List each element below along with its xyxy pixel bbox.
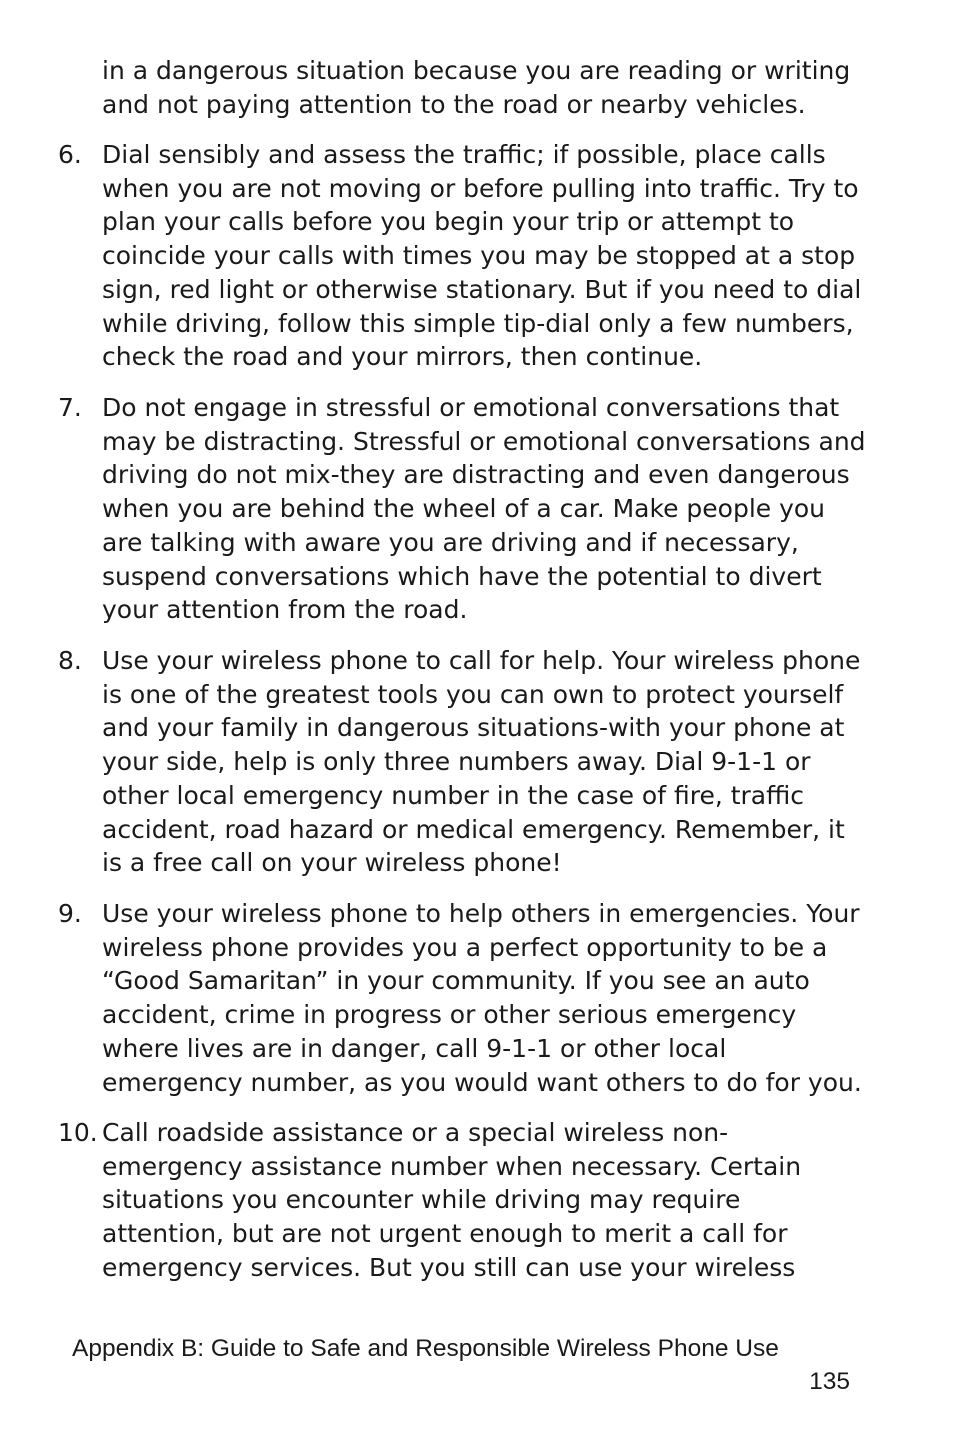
text-line: accident, road hazard or medical emergency. Remember, it xyxy=(102,814,845,844)
text-line: and not paying attention to the road or nearby vehicles. xyxy=(102,89,806,119)
text-line: where lives are in danger, call 9-1-1 or other local xyxy=(102,1033,727,1063)
item-number: 10. xyxy=(58,1118,98,1147)
text-line: emergency number, as you would want others to do for you. xyxy=(102,1067,862,1097)
item-number: 7. xyxy=(58,393,82,422)
text-line: your side, help is only three numbers away. Dial 9-1-1 or xyxy=(102,747,811,777)
text-line: accident, crime in progress or other serious emergency xyxy=(102,1000,797,1030)
item-number: 6. xyxy=(58,140,82,169)
text-line: other local emergency number in the case of fire, traffic xyxy=(102,780,805,810)
text-line: check the road and your mirrors, then continue. xyxy=(102,342,703,372)
text-line: may be distracting. Stressful or emotional conversations and xyxy=(102,426,866,456)
text-line: while driving, follow this simple tip-dial only a few numbers, xyxy=(102,308,854,338)
page-footer xyxy=(72,1332,850,1398)
text-line: Do not engage in stressful or emotional conversations that xyxy=(102,393,840,422)
text-line: is a free call on your wireless phone! xyxy=(102,848,562,878)
text-line: wireless phone provides you a perfect opportunity to be a xyxy=(102,932,828,962)
page-number: 135 xyxy=(809,1368,850,1395)
text-line: driving do not mix-they are distracting and even dangerous xyxy=(102,460,850,490)
text-line: plan your calls before you begin your trip or attempt to xyxy=(102,207,795,237)
continuation-paragraph xyxy=(102,54,892,121)
text-line: in a dangerous situation because you are reading or writing xyxy=(102,56,851,85)
text-line: Use your wireless phone to call for help. Your wireless phone xyxy=(102,646,861,675)
text-line: your attention from the road. xyxy=(102,595,468,625)
text-line: Use your wireless phone to help others in emergencies. Your xyxy=(102,899,860,928)
footer-section-title: Appendix B: Guide to Safe and Responsible Wireless Phone Use xyxy=(72,1335,779,1362)
text-line: are talking with aware you are driving and if necessary, xyxy=(102,527,799,557)
item-text xyxy=(102,897,892,1099)
text-line: and your family in dangerous situations-with your phone at xyxy=(102,713,845,743)
text-line: when you are behind the wheel of a car. Make people you xyxy=(102,494,826,524)
text-line: Dial sensibly and assess the traffic; if possible, place calls xyxy=(102,140,826,169)
item-text xyxy=(102,391,892,627)
text-line: attention, but are not urgent enough to merit a call for xyxy=(102,1219,788,1249)
text-line: emergency services. But you still can use your wireless xyxy=(102,1252,796,1282)
text-line: “Good Samaritan” in your community. If you see an auto xyxy=(102,966,810,996)
item-text xyxy=(102,1116,892,1285)
text-line: suspend conversations which have the potential to divert xyxy=(102,561,822,591)
item-number: 8. xyxy=(58,646,82,675)
text-line: when you are not moving or before pulling into traffic. Try to xyxy=(102,173,859,203)
item-text xyxy=(102,138,892,374)
item-text xyxy=(102,644,892,880)
text-line: sign, red light or otherwise stationary. But if you need to dial xyxy=(102,274,862,304)
text-line: is one of the greatest tools you can own to protect yourself xyxy=(102,679,844,709)
text-line: emergency assistance number when necessary. Certain xyxy=(102,1151,802,1181)
text-line: situations you encounter while driving may require xyxy=(102,1185,741,1215)
text-line: coincide your calls with times you may be stopped at a stop xyxy=(102,241,856,271)
text-line: Call roadside assistance or a special wireless non- xyxy=(102,1118,729,1147)
item-number: 9. xyxy=(58,899,82,928)
